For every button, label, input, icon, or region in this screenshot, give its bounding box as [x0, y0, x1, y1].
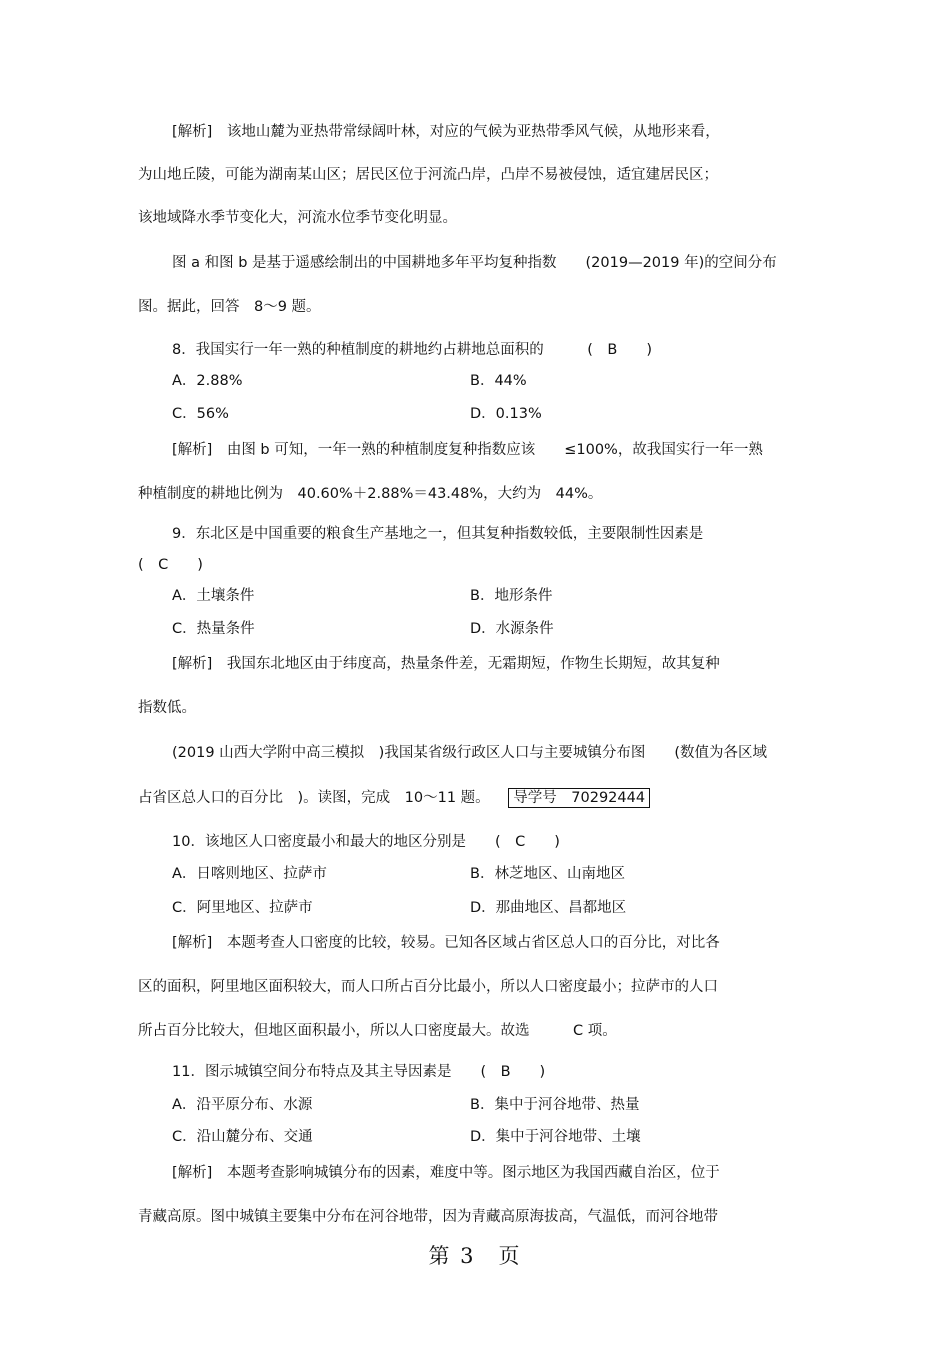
- analysis-line: 区的面积，阿里地区面积较大，而人口所占百分比最小，所以人口密度最小；拉萨市的人口: [138, 979, 718, 995]
- question-10: 10．该地区人口密度最小和最大的地区分别是 ( C ): [172, 834, 560, 850]
- guide-number-box: 导学号 70292444: [508, 788, 650, 808]
- option-d: D．0.13%: [470, 406, 542, 422]
- option-b: B．地形条件: [470, 588, 553, 604]
- analysis-line: 青藏高原。图中城镇主要集中分布在河谷地带，因为青藏高原海拔高，气温低，而河谷地带: [138, 1209, 718, 1225]
- option-b: B．44%: [470, 373, 527, 389]
- option-a: A．沿平原分布、水源: [172, 1097, 313, 1113]
- option-c: C．热量条件: [172, 621, 255, 637]
- question-11: 11．图示城镇空间分布特点及其主导因素是 ( B ): [172, 1064, 546, 1080]
- option-b: B．林芝地区、山南地区: [470, 866, 625, 882]
- option-d: D．集中于河谷地带、土壤: [470, 1129, 641, 1145]
- option-a: A．日喀则地区、拉萨市: [172, 866, 327, 882]
- analysis-line: 种植制度的耕地比例为 40.60%＋2.88%＝43.48%，大约为 44%。: [138, 486, 603, 502]
- option-a: A．2.88%: [172, 373, 243, 389]
- analysis-line: [解析] 由图 b 可知，一年一熟的种植制度复种指数应该 ≤100%，故我国实行一年一熟: [172, 442, 763, 458]
- analysis-line: 所占百分比较大，但地区面积最小，所以人口密度最大。故选 C 项。: [138, 1023, 617, 1039]
- question-9-answer: ( C ): [138, 557, 203, 573]
- question-intro: 图。据此，回答 8～9 题。: [138, 299, 321, 315]
- question-9: 9．东北区是中国重要的粮食生产基地之一，但其复种指数较低，主要限制性因素是: [172, 526, 704, 542]
- option-d: D．那曲地区、昌都地区: [470, 900, 627, 916]
- analysis-line: [解析] 我国东北地区由于纬度高，热量条件差，无霜期短，作物生长期短，故其复种: [172, 656, 720, 672]
- analysis-line: 为山地丘陵，可能为湖南某山区；居民区位于河流凸岸，凸岸不易被侵蚀，适宜建居民区；: [138, 167, 718, 183]
- analysis-line: [解析] 该地山麓为亚热带常绿阔叶林，对应的气候为亚热带季风气候，从地形来看，: [172, 124, 720, 140]
- question-intro-row: [138, 788, 650, 808]
- analysis-line: [解析] 本题考查影响城镇分布的因素，难度中等。图示地区为我国西藏自治区，位于: [172, 1165, 720, 1181]
- option-c: C．沿山麓分布、交通: [172, 1129, 313, 1145]
- question-intro: 图 a 和图 b 是基于遥感绘制出的中国耕地多年平均复种指数 (2019—2019 年)的空间分布: [172, 255, 777, 271]
- question-8: 8．我国实行一年一熟的种植制度的耕地约占耕地总面积的 ( B ): [172, 342, 652, 358]
- question-intro: 占省区总人口的百分比 )。读图，完成 10～11 题。: [138, 790, 490, 806]
- option-c: C．阿里地区、拉萨市: [172, 900, 313, 916]
- analysis-line: 该地域降水季节变化大，河流水位季节变化明显。: [138, 210, 457, 226]
- option-b: B．集中于河谷地带、热量: [470, 1097, 640, 1113]
- option-c: C．56%: [172, 406, 229, 422]
- option-d: D．水源条件: [470, 621, 554, 637]
- analysis-line: 指数低。: [138, 700, 196, 716]
- page-number: 第 3 页: [428, 1244, 522, 1268]
- option-a: A．土壤条件: [172, 588, 255, 604]
- question-intro: (2019 山西大学附中高三模拟 )我国某省级行政区人口与主要城镇分布图 (数值为各区域: [172, 745, 767, 761]
- analysis-line: [解析] 本题考查人口密度的比较，较易。已知各区域占省区总人口的百分比，对比各: [172, 935, 720, 951]
